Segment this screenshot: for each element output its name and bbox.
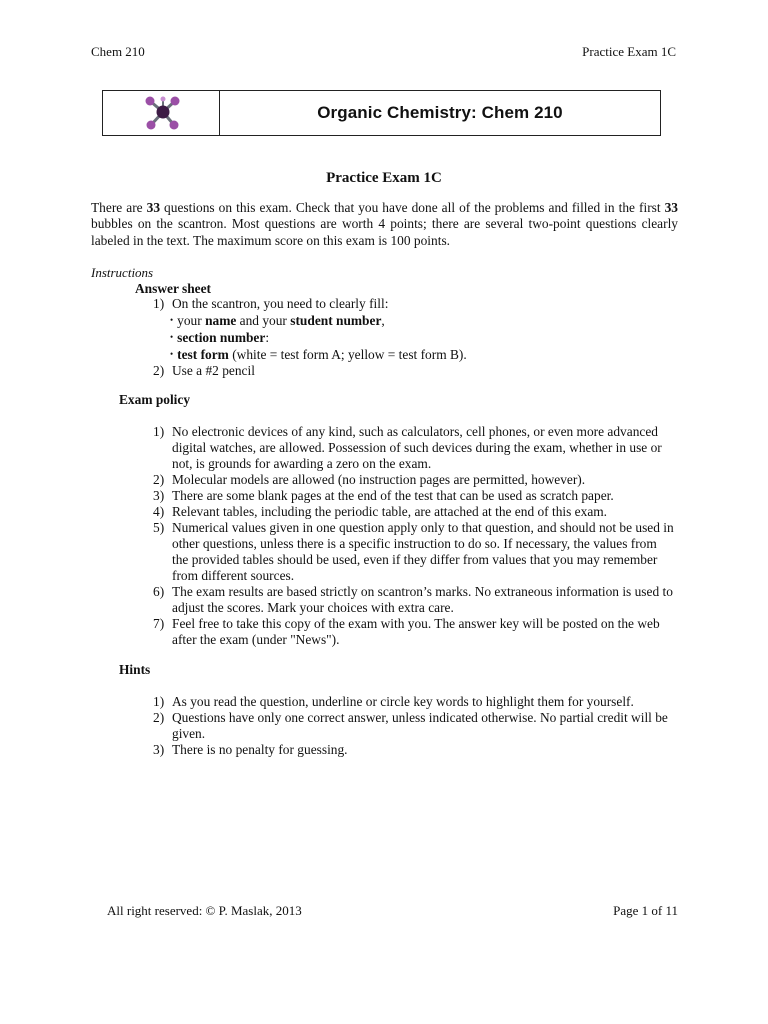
bullet-item <box>153 312 673 329</box>
list-number: 3) <box>153 488 165 503</box>
list-text: No electronic devices of any kind, such as calculators, cell phones, or even more advanced digital watches, are allowed. Possession of such devices during the exam, whether in use or not, is grounds for awarding a zero on the exam. <box>172 424 662 471</box>
list-item <box>153 296 673 312</box>
list-item <box>153 472 675 488</box>
list-number: 4) <box>153 504 165 519</box>
bullet-icon: • <box>170 349 174 359</box>
bullet-text: , <box>381 313 385 328</box>
banner-title: Organic Chemistry: Chem 210 <box>317 103 563 122</box>
intro-text: There are <box>91 200 147 215</box>
bullet-item <box>153 346 673 363</box>
banner-logo-cell <box>103 91 220 135</box>
list-number: 5) <box>153 520 165 535</box>
exam-policy-title: Exam policy <box>119 392 191 407</box>
list-number: 3) <box>153 742 165 757</box>
list-number: 7) <box>153 616 165 631</box>
bullet-icon: • <box>170 315 174 325</box>
instructions-label: Instructions <box>91 265 154 280</box>
list-item <box>153 742 675 758</box>
answer-sheet-list <box>153 296 673 379</box>
hints-list <box>153 694 675 758</box>
intro-paragraph <box>91 200 678 249</box>
bullet-bold: student number <box>290 313 382 328</box>
list-number: 6) <box>153 584 165 599</box>
bullet-bold: test form <box>177 347 229 362</box>
list-number: 2) <box>153 363 165 378</box>
list-text: There is no penalty for guessing. <box>172 742 348 757</box>
course-banner <box>102 90 661 136</box>
hints-title: Hints <box>119 662 151 677</box>
list-item <box>153 584 675 616</box>
bullet-icon: • <box>170 332 174 342</box>
bubble-count: 33 <box>664 200 678 215</box>
molecule-icon <box>103 91 219 135</box>
list-text: Numerical values given in one question apply only to that question, and should not be used in other questions, unless there is a specific instruction to do so. If necessary, the values from the provided tables should be used, even if they differ from values that you may remember from different sources. <box>172 520 674 583</box>
exam-policy-list <box>153 424 675 648</box>
list-text: On the scantron, you need to clearly fill: <box>172 296 389 311</box>
header-exam-name: Practice Exam 1C <box>582 44 676 59</box>
list-text: Use a #2 pencil <box>172 363 255 378</box>
list-item <box>153 504 675 520</box>
document-title: Practice Exam 1C <box>326 170 442 186</box>
bullet-item <box>153 329 673 346</box>
list-item <box>153 363 673 379</box>
bullet-text: your <box>177 313 206 328</box>
list-text: Relevant tables, including the periodic table, are attached at the end of this exam. <box>172 504 608 519</box>
footer-copyright: All right reserved: © P. Maslak, 2013 <box>107 903 302 918</box>
list-number: 1) <box>153 296 165 311</box>
intro-text: questions on this exam. Check that you have done all of the problems and filled in the first <box>160 200 665 215</box>
list-item <box>153 710 675 742</box>
list-number: 1) <box>153 424 165 439</box>
list-item <box>153 616 675 648</box>
header-course: Chem 210 <box>91 44 145 59</box>
intro-text: bubbles on the scantron. Most questions are worth 4 points; there are several two-point questions clearly labeled in the text. The maximum score on this exam is 100 points. <box>91 216 678 248</box>
list-text: There are some blank pages at the end of the test that can be used as scratch paper. <box>172 488 614 503</box>
list-text: The exam results are based strictly on scantron’s marks. No extraneous information is used to adjust the scores. Mark your choices with extra care. <box>172 584 673 615</box>
bullet-text: : <box>265 330 270 345</box>
list-number: 1) <box>153 694 165 709</box>
list-item <box>153 520 675 584</box>
list-item <box>153 488 675 504</box>
list-number: 2) <box>153 472 165 487</box>
bullet-text: and your <box>236 313 291 328</box>
footer-page-number: Page 1 of 11 <box>613 903 678 918</box>
list-text: Questions have only one correct answer, unless indicated otherwise. No partial credit will be given. <box>172 710 668 741</box>
list-text: As you read the question, underline or circle key words to highlight them for yourself. <box>172 694 634 709</box>
question-count: 33 <box>146 200 161 215</box>
list-item <box>153 694 675 710</box>
bullet-text: (white = test form A; yellow = test form B). <box>228 347 467 362</box>
list-text: Feel free to take this copy of the exam with you. The answer key will be posted on the web after the exam (under "News"). <box>172 616 660 647</box>
list-number: 2) <box>153 710 165 725</box>
bullet-bold: section number <box>177 330 266 345</box>
list-item <box>153 424 675 472</box>
answer-sheet-title: Answer sheet <box>135 281 211 296</box>
bullet-bold: name <box>205 313 237 328</box>
list-text: Molecular models are allowed (no instruction pages are permitted, however). <box>172 472 586 487</box>
